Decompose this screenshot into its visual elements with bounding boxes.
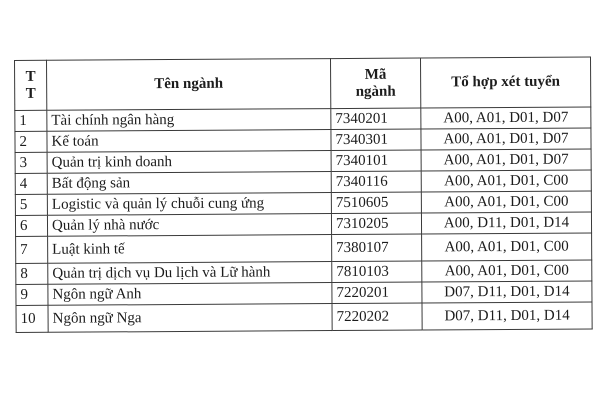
subject-combination: A00, A01, D01, C00 bbox=[422, 260, 592, 282]
row-number: 9 bbox=[16, 284, 48, 305]
subject-combination: A00, A01, D01, C00 bbox=[422, 233, 592, 261]
row-number: 6 bbox=[15, 215, 47, 236]
row-number: 3 bbox=[15, 152, 47, 173]
major-code: 7220201 bbox=[332, 282, 422, 304]
major-code: 7310205 bbox=[331, 213, 421, 235]
major-name: Ngôn ngữ Nga bbox=[48, 304, 332, 333]
header-stt-line1: T bbox=[25, 68, 36, 85]
header-combo: Tổ hợp xét tuyển bbox=[420, 57, 590, 108]
major-code: 7340201 bbox=[331, 108, 421, 130]
table-row bbox=[16, 302, 592, 333]
row-number: 4 bbox=[15, 173, 47, 194]
major-code: 7340116 bbox=[331, 171, 421, 193]
subject-combination: D07, D11, D01, D14 bbox=[422, 302, 592, 330]
header-stt-line2: T bbox=[25, 85, 36, 102]
subject-combination: A00, A01, D01, C00 bbox=[421, 170, 591, 192]
major-name: Ngôn ngữ Anh bbox=[48, 283, 332, 306]
table-header-row bbox=[15, 57, 591, 111]
row-number: 10 bbox=[16, 305, 48, 332]
major-code: 7220202 bbox=[332, 303, 422, 331]
header-code-line2: ngành bbox=[355, 83, 396, 100]
subject-combination: A00, A01, D01, D07 bbox=[421, 128, 591, 150]
major-name: Quản trị kinh doanh bbox=[47, 151, 331, 174]
header-name: Tên ngành bbox=[47, 59, 331, 111]
major-code: 7340101 bbox=[331, 150, 421, 172]
subject-combination: D07, D11, D01, D14 bbox=[422, 281, 592, 303]
major-name: Quản lý nhà nước bbox=[47, 214, 331, 237]
row-number: 2 bbox=[15, 131, 47, 152]
major-name: Tài chính ngân hàng bbox=[47, 109, 331, 132]
major-code: 7510605 bbox=[331, 192, 421, 214]
header-code bbox=[330, 58, 420, 109]
subject-combination: A00, A01, D01, D07 bbox=[421, 107, 591, 129]
major-name: Bất động sản bbox=[47, 172, 331, 195]
major-name: Luật kinh tế bbox=[48, 235, 332, 264]
major-code: 7380107 bbox=[332, 234, 422, 262]
header-code-line1: Mã bbox=[364, 66, 387, 83]
header-stt bbox=[15, 60, 47, 110]
subject-combination: A00, A01, D01, D07 bbox=[421, 149, 591, 171]
table-row bbox=[16, 233, 592, 264]
row-number: 8 bbox=[16, 263, 48, 284]
major-code: 7810103 bbox=[332, 261, 422, 283]
subject-combination: A00, D11, D01, D14 bbox=[421, 212, 591, 234]
row-number: 7 bbox=[16, 236, 48, 263]
page-blank-area bbox=[0, 338, 600, 400]
row-number: 1 bbox=[15, 110, 47, 131]
major-name: Quản trị dịch vụ Du lịch và Lữ hành bbox=[48, 262, 332, 285]
row-number: 5 bbox=[15, 194, 47, 215]
major-name: Kế toán bbox=[47, 130, 331, 153]
majors-table bbox=[14, 56, 593, 333]
major-code: 7340301 bbox=[331, 129, 421, 151]
subject-combination: A00, A01, D01, C00 bbox=[421, 191, 591, 213]
major-name: Logistic và quản lý chuỗi cung ứng bbox=[47, 193, 331, 216]
